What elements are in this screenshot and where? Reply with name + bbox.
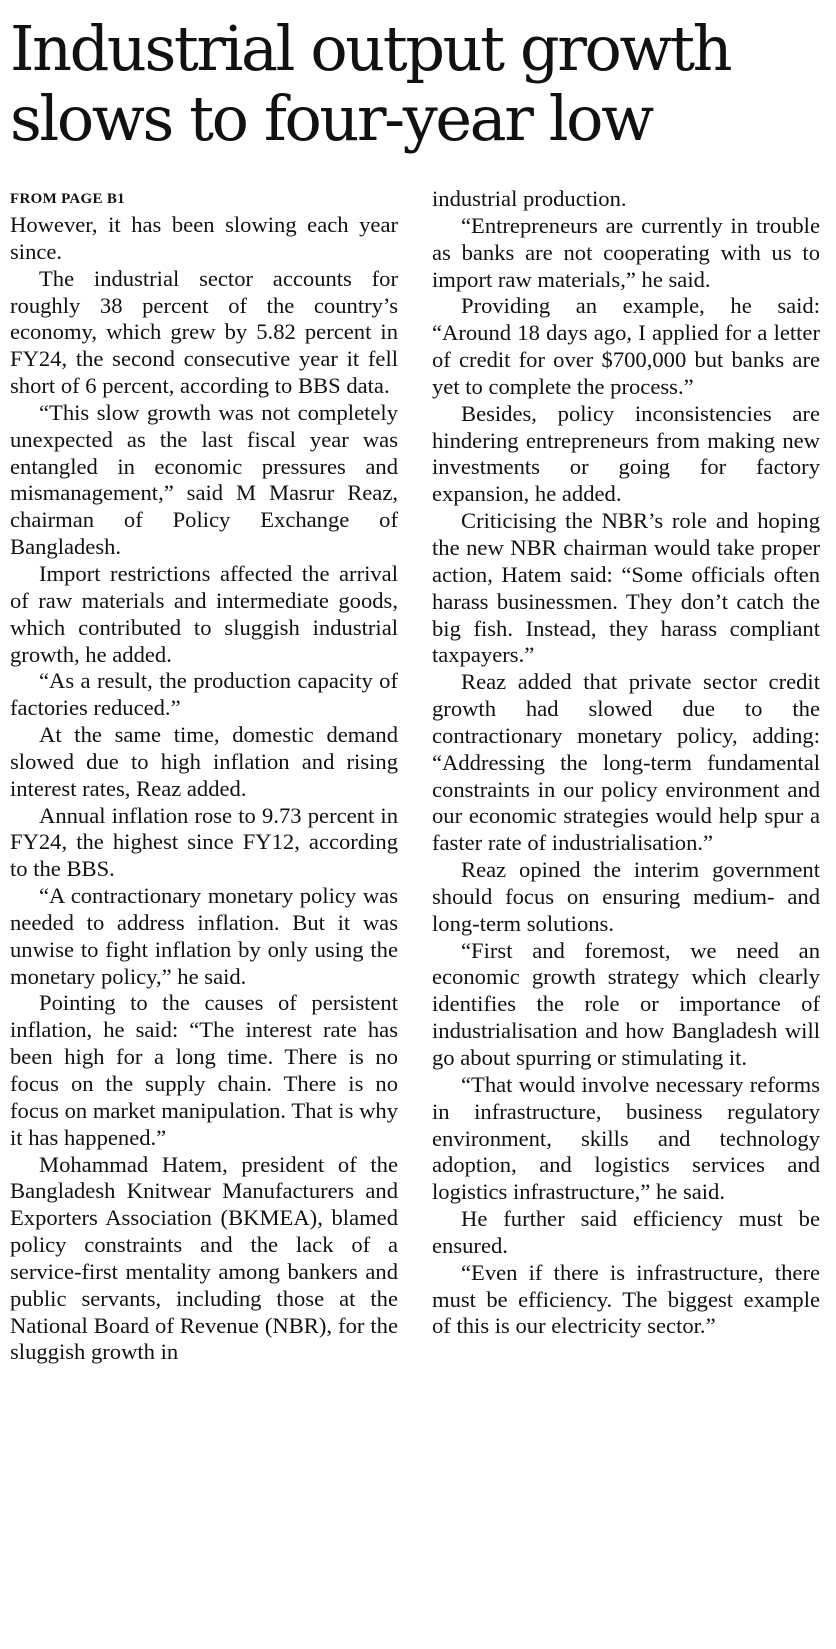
paragraph: “A contractionary monetary policy was needed to address inflation. But it was unwise to fight inflation by only using the monetary policy,” he said. <box>10 883 398 989</box>
paragraph: Besides, policy inconsistencies are hindering entrepreneurs from making new investments or going for factory expansion, he added. <box>432 400 820 507</box>
paragraph: Reaz added that private sector credit growth had slowed due to the contractionary monetary policy, adding: “Addressing the long-term fundamental constraints in our policy environment and our economic strategies would help spur a faster rate of industrialisation.” <box>432 669 820 856</box>
paragraph: Criticising the NBR’s role and hoping the new NBR chairman would take proper action, Hatem said: “Some officials often harass businessmen. They don’t catch the big fish. Instead, they harass compliant taxpayers.” <box>432 508 820 668</box>
paragraph: “This slow growth was not completely unexpected as the last fiscal year was entangled in economic pressures and mismanagement,” said M Masrur Reaz, chairman of Policy Exchange of Bangladesh. <box>10 399 398 560</box>
paragraph: Providing an example, he said: “Around 18 days ago, I applied for a letter of credit for over $700,000 but banks are yet to complete the process.” <box>432 293 820 399</box>
continuation-kicker: FROM PAGE B1 <box>10 191 125 207</box>
paragraph: However, it has been slowing each year since. <box>10 212 398 264</box>
paragraph: Import restrictions affected the arrival of raw materials and intermediate goods, which contributed to sluggish industrial growth, he added. <box>10 560 398 667</box>
paragraph: He further said efficiency must be ensured. <box>432 1206 820 1258</box>
paragraph: At the same time, domestic demand slowed due to high inflation and rising interest rates, Reaz added. <box>10 722 398 801</box>
paragraph: “Entrepreneurs are currently in trouble as banks are not cooperating with us to import raw materials,” he said. <box>432 212 820 292</box>
article-column-left <box>10 186 398 1366</box>
paragraph: Annual inflation rose to 9.73 percent in FY24, the highest since FY12, according to the BBS. <box>10 802 398 882</box>
paragraph: industrial production. <box>432 186 627 211</box>
paragraph: “Even if there is infrastructure, there must be efficiency. The biggest example of this is our electricity sector.” <box>432 1259 820 1339</box>
article-column-right <box>432 186 820 1340</box>
paragraph: Mohammad Hatem, president of the Bangladesh Knitwear Manufacturers and Exporters Association (BKMEA), blamed policy constraints and the lack of a service-first mentality among bankers and public servants, including those at the National Board of Revenue (NBR), for the sluggish growth in <box>10 1151 398 1365</box>
paragraph: Reaz opined the interim government should focus on ensuring medium- and long-term solutions. <box>432 857 820 936</box>
paragraph: “As a result, the production capacity of factories reduced.” <box>10 668 398 721</box>
paragraph: “That would involve necessary reforms in infrastructure, business regulatory environment, skills and technology adoption, and logistics services and logistics infrastructure,” he said. <box>432 1071 820 1205</box>
paragraph: “First and foremost, we need an economic growth strategy which clearly identifies the role or importance of industrialisation and how Bangladesh will go about spurring or stimulating it. <box>432 937 820 1070</box>
headline: Industrial output growth slows to four-year low <box>10 12 731 155</box>
paragraph: The industrial sector accounts for roughly 38 percent of the country’s economy, which grew by 5.82 percent in FY24, the second consecutive year it fell short of 6 percent, according to BBS data. <box>10 265 398 399</box>
paragraph: Pointing to the causes of persistent inflation, he said: “The interest rate has been high for a long time. There is no focus on the supply chain. There is no focus on market manipulation. That is why it has happened.” <box>10 990 398 1150</box>
